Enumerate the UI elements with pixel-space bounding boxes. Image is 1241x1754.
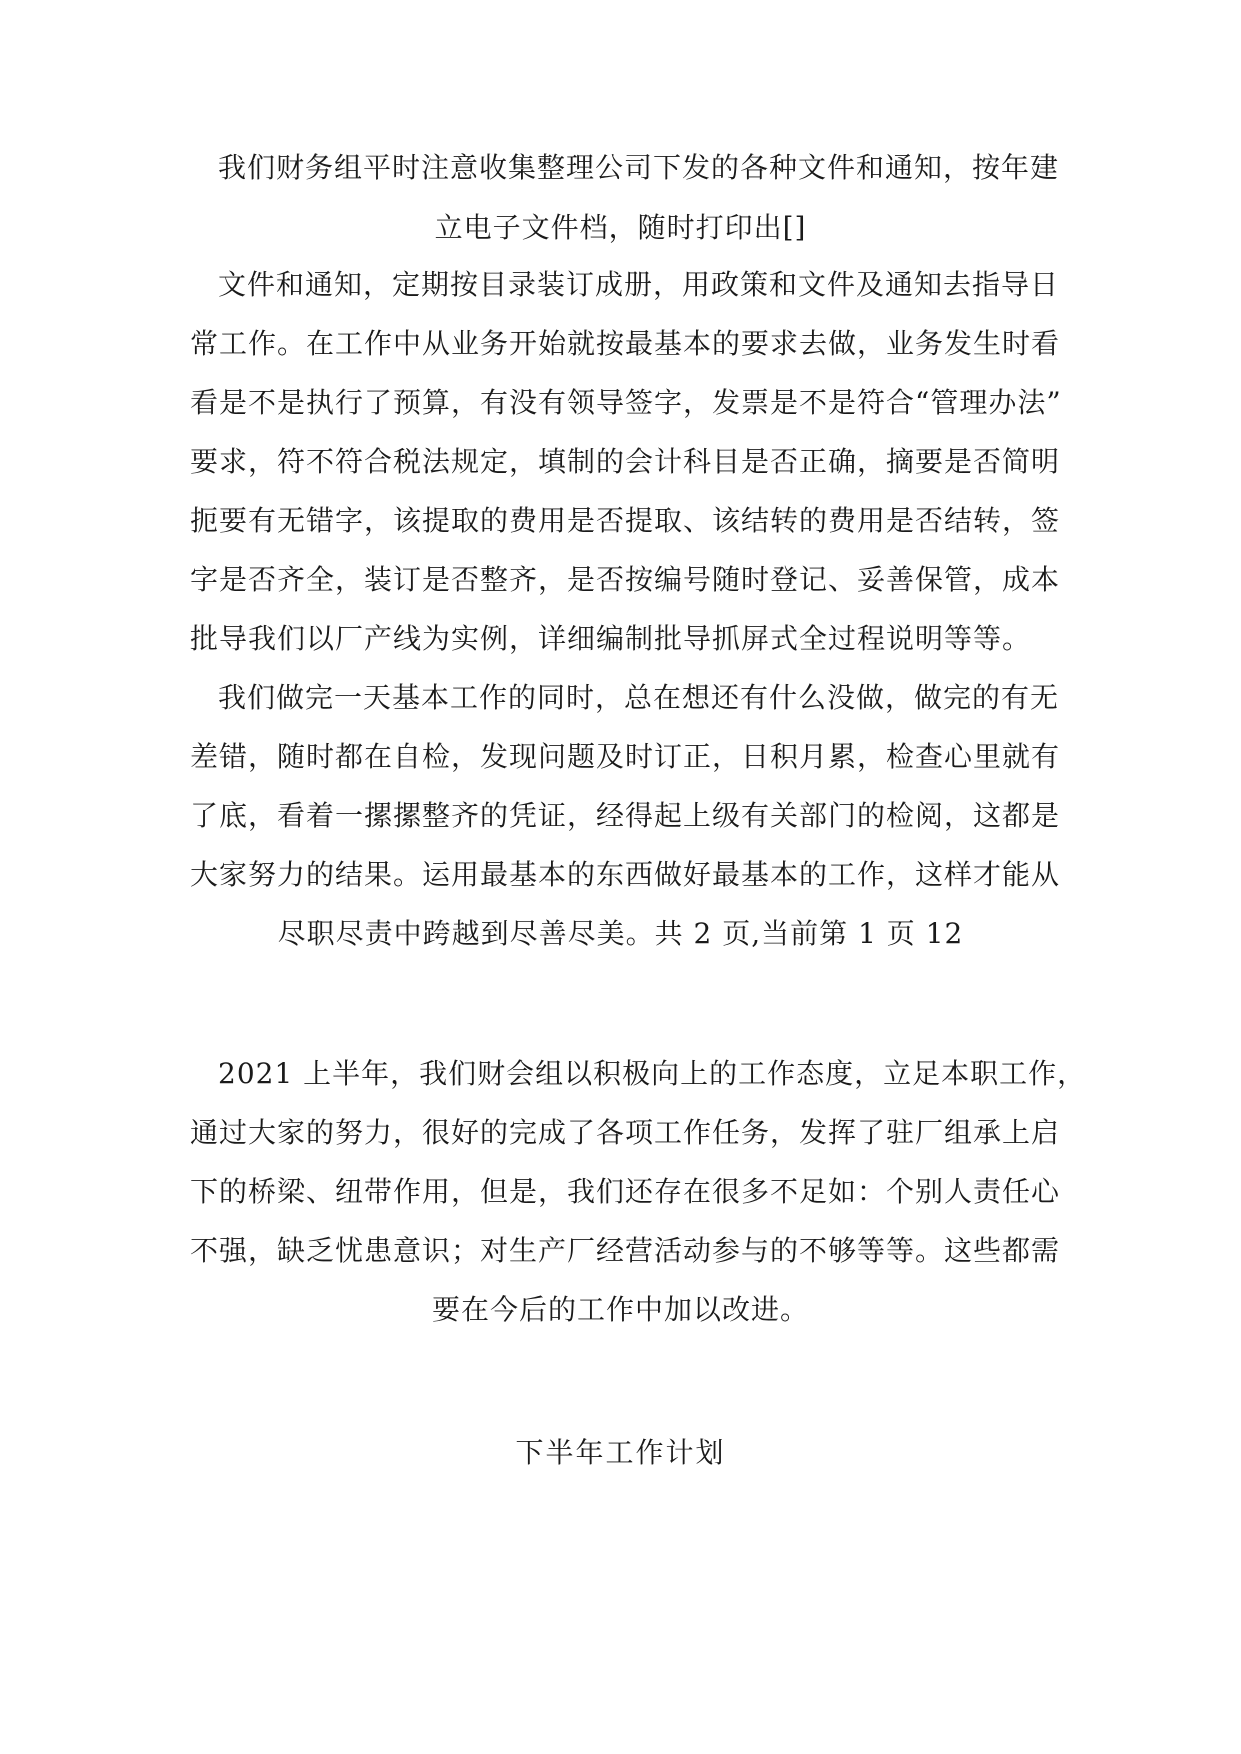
paragraph-3-line-2: 差错，随时都在自检，发现问题及时订正，日积月累，检查心里就有 [190,740,1061,773]
paragraph-2-line-7: 批导我们以厂产线为实例，详细编制批导抓屏式全过程说明等等。 [190,622,1032,655]
paragraph-4-line-1: 2021 上半年，我们财会组以积极向上的工作态度，立足本职工作， [218,1057,1087,1090]
paragraph-4-line-4: 不强，缺乏忧患意识；对生产厂经营活动参与的不够等等。这些都需 [190,1234,1061,1267]
section-heading: 下半年工作计划 [515,1436,726,1469]
paragraph-2-line-2: 常工作。在工作中从业务开始就按最基本的要求去做，业务发生时看 [190,327,1061,360]
paragraph-2-line-1: 文件和通知，定期按目录装订成册，用政策和文件及通知去指导日 [218,268,1060,301]
paragraph-3-line-4: 大家努力的结果。运用最基本的东西做好最基本的工作，这样才能从 [190,858,1061,891]
paragraph-4-line-2: 通过大家的努力，很好的完成了各项工作任务，发挥了驻厂组承上启 [190,1116,1061,1149]
paragraph-3-line-1: 我们做完一天基本工作的同时，总在想还有什么没做，做完的有无 [218,681,1060,714]
paragraph-2-line-4: 要求，符不符合税法规定，填制的会计科目是否正确，摘要是否简明 [190,445,1061,478]
paragraph-1-line-2: 立电子文件档，随时打印出[] [434,211,807,244]
paragraph-2-line-3: 看是不是执行了预算，有没有领导签字，发票是不是符合“管理办法” [190,386,1062,419]
paragraph-3-line-3: 了底，看着一摞摞整齐的凭证，经得起上级有关部门的检阅，这都是 [190,799,1061,832]
paragraph-2-line-6: 字是否齐全，装订是否整齐，是否按编号随时登记、妥善保管，成本 [190,563,1061,596]
paragraph-4-line-3: 下的桥梁、纽带作用，但是，我们还存在很多不足如：个别人责任心 [190,1175,1061,1208]
paragraph-1-line-1: 我们财务组平时注意收集整理公司下发的各种文件和通知，按年建 [218,151,1060,184]
paragraph-3-line-5: 尽职尽责中跨越到尽善尽美。共 2 页,当前第 1 页 12 [277,917,964,950]
paragraph-2-line-5: 扼要有无错字，该提取的费用是否提取、该结转的费用是否结转，签 [190,504,1061,537]
paragraph-4-line-5: 要在今后的工作中加以改进。 [431,1293,809,1326]
